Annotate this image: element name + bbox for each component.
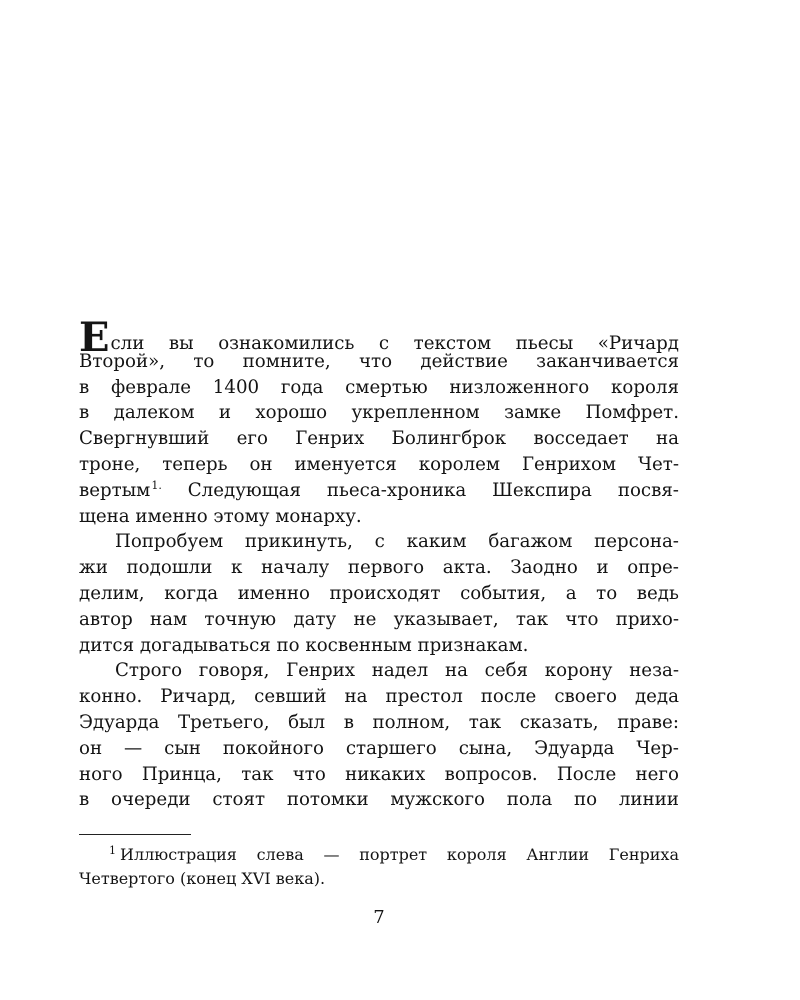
footnote-line bbox=[79, 843, 679, 867]
word: что bbox=[292, 763, 326, 785]
word: ного bbox=[79, 763, 123, 785]
word: что bbox=[359, 350, 393, 372]
word: линии bbox=[618, 789, 679, 811]
word: Эдуарда bbox=[534, 737, 615, 759]
text-line bbox=[79, 375, 679, 401]
word: он bbox=[79, 737, 103, 759]
word: с bbox=[378, 333, 390, 354]
word: ведь bbox=[636, 582, 679, 604]
footnote-marker: 1 bbox=[109, 843, 116, 857]
word: Чет- bbox=[637, 453, 679, 475]
word: к bbox=[231, 557, 243, 579]
word: Четвертого (конец XVI века). bbox=[79, 869, 326, 888]
word: был bbox=[288, 711, 326, 733]
word: короля bbox=[446, 845, 507, 864]
word: себя bbox=[484, 660, 529, 682]
word: Генриха bbox=[608, 845, 679, 864]
word: с bbox=[374, 531, 385, 553]
text-line bbox=[79, 736, 679, 762]
word: пола bbox=[506, 789, 553, 811]
footnote-line bbox=[79, 867, 679, 891]
word: далеком bbox=[113, 402, 195, 424]
word: что bbox=[565, 608, 599, 630]
word: укрепленном bbox=[351, 402, 480, 424]
word: Генрих bbox=[295, 428, 365, 450]
word: на bbox=[656, 428, 679, 450]
word-rest: сли bbox=[110, 333, 145, 354]
word: посвя- bbox=[617, 479, 679, 501]
word: После bbox=[556, 763, 617, 785]
word: а bbox=[565, 582, 577, 604]
word: престол bbox=[385, 686, 463, 708]
word: Попробуем bbox=[115, 531, 224, 553]
word: феврале bbox=[111, 376, 192, 398]
word: действие bbox=[420, 350, 508, 372]
word: Генрихом bbox=[522, 453, 617, 475]
word: он bbox=[249, 453, 273, 475]
word: происходят bbox=[329, 582, 441, 604]
word: то bbox=[596, 582, 618, 604]
word: и bbox=[596, 557, 609, 579]
word: надел bbox=[371, 660, 429, 682]
word: персона- bbox=[594, 531, 679, 553]
page-number: 7 bbox=[373, 907, 385, 928]
word: смертью bbox=[345, 376, 428, 398]
word: вертым1. bbox=[79, 478, 162, 501]
word: низложенного bbox=[449, 376, 590, 398]
text-line bbox=[79, 787, 679, 813]
word: Второй», bbox=[79, 350, 165, 372]
word: на bbox=[344, 686, 368, 708]
word: его bbox=[236, 428, 268, 450]
body-text bbox=[79, 314, 679, 813]
word: севший bbox=[254, 686, 327, 708]
word: на bbox=[444, 660, 468, 682]
text-line bbox=[79, 684, 679, 710]
word: в bbox=[343, 711, 354, 733]
text-line bbox=[79, 478, 679, 504]
word: покойного bbox=[222, 737, 324, 759]
text-line bbox=[79, 400, 679, 426]
word: 1400 bbox=[212, 376, 260, 398]
word: после bbox=[480, 686, 537, 708]
word: дится догадываться по косвенным признакам. bbox=[79, 634, 529, 656]
text-line bbox=[79, 452, 679, 478]
word: прикинуть, bbox=[244, 531, 353, 553]
word: в bbox=[79, 376, 90, 398]
word: $^1$ Иллюстрация bbox=[109, 843, 237, 864]
word: помните, bbox=[242, 350, 331, 372]
word: своего bbox=[554, 686, 617, 708]
word: года bbox=[280, 376, 324, 398]
word: так bbox=[241, 763, 274, 785]
word: троне, bbox=[79, 453, 141, 475]
book-page bbox=[79, 0, 679, 1000]
word: полном, bbox=[372, 711, 451, 733]
word: Англии bbox=[526, 845, 590, 864]
text-line bbox=[79, 504, 679, 530]
word: потомки bbox=[286, 789, 369, 811]
word: Помфрет. bbox=[585, 402, 679, 424]
word: восседает bbox=[533, 428, 629, 450]
word: деда bbox=[634, 686, 679, 708]
word: никаких bbox=[345, 763, 426, 785]
word: Третьего, bbox=[177, 711, 270, 733]
word: праве: bbox=[617, 711, 679, 733]
word: автор bbox=[79, 608, 133, 630]
word: заканчивается bbox=[536, 350, 679, 372]
word: каким bbox=[406, 531, 467, 553]
word: — bbox=[124, 737, 143, 759]
text-line bbox=[79, 529, 679, 555]
word: очереди bbox=[111, 789, 191, 811]
word: — bbox=[323, 845, 340, 864]
word: щена именно этому монарху. bbox=[79, 505, 362, 527]
word: королем bbox=[418, 453, 501, 475]
word: сын bbox=[164, 737, 201, 759]
word: теперь bbox=[162, 453, 228, 475]
word: события, bbox=[460, 582, 547, 604]
word: в bbox=[79, 789, 90, 811]
word: старшего bbox=[345, 737, 437, 759]
word: так bbox=[468, 711, 502, 733]
word: акта. bbox=[442, 557, 492, 579]
word: по bbox=[574, 789, 598, 811]
word: подошли bbox=[126, 557, 213, 579]
word: пьеса-хроника bbox=[326, 479, 467, 501]
word: Принца, bbox=[141, 763, 222, 785]
word: так bbox=[515, 608, 549, 630]
word: Генрих bbox=[286, 660, 356, 682]
text-line bbox=[79, 555, 679, 581]
drop-cap: Е bbox=[79, 314, 110, 361]
word: вы bbox=[168, 333, 194, 354]
footnote bbox=[79, 843, 679, 891]
word: хорошо bbox=[255, 402, 328, 424]
word: багажом bbox=[488, 531, 573, 553]
word: сына, bbox=[458, 737, 513, 759]
word: мужского bbox=[390, 789, 485, 811]
word: когда bbox=[164, 582, 219, 604]
word: корону bbox=[544, 660, 613, 682]
word: в bbox=[79, 402, 90, 424]
word: Ричард, bbox=[160, 686, 237, 708]
word: «Ричард bbox=[597, 333, 679, 354]
word: Строго bbox=[115, 660, 183, 682]
word: Шекспира bbox=[492, 479, 592, 501]
word: Чер- bbox=[636, 737, 679, 759]
word: вопросов. bbox=[444, 763, 538, 785]
word: указывает, bbox=[393, 608, 499, 630]
word: прихо- bbox=[615, 608, 679, 630]
word: портрет bbox=[359, 845, 428, 864]
word: текстом bbox=[413, 333, 492, 354]
text-line bbox=[79, 581, 679, 607]
footnote-rule bbox=[79, 834, 191, 835]
word: ознакомились bbox=[218, 333, 355, 354]
word: дату bbox=[293, 608, 337, 630]
text-line bbox=[79, 710, 679, 736]
word: пьесы bbox=[515, 333, 574, 354]
word: делим, bbox=[79, 582, 145, 604]
text-line bbox=[79, 762, 679, 788]
word: Болингброк bbox=[391, 428, 507, 450]
word: слева bbox=[256, 845, 304, 864]
word: Следующая bbox=[187, 479, 301, 501]
word: сказать, bbox=[519, 711, 599, 733]
word: опре- bbox=[627, 557, 679, 579]
word: Свергнувший bbox=[79, 428, 210, 450]
word: жи bbox=[79, 557, 108, 579]
word: нам bbox=[150, 608, 188, 630]
word: первого bbox=[347, 557, 425, 579]
word: и bbox=[218, 402, 231, 424]
word: неза- bbox=[629, 660, 679, 682]
word: говоря, bbox=[198, 660, 270, 682]
word: него bbox=[635, 763, 679, 785]
word: то bbox=[193, 350, 215, 372]
word: конно. bbox=[79, 686, 143, 708]
text-line bbox=[79, 426, 679, 452]
word: точную bbox=[204, 608, 277, 630]
word: замке bbox=[504, 402, 562, 424]
text-line bbox=[79, 607, 679, 633]
text-line bbox=[79, 633, 679, 659]
word: именно bbox=[237, 582, 310, 604]
word: Заодно bbox=[510, 557, 578, 579]
word: именуется bbox=[294, 453, 397, 475]
word: короля bbox=[611, 376, 679, 398]
word: Эдуарда bbox=[79, 711, 160, 733]
word: не bbox=[353, 608, 377, 630]
word: началу bbox=[261, 557, 330, 579]
word: стоят bbox=[212, 789, 266, 811]
text-line bbox=[79, 658, 679, 684]
